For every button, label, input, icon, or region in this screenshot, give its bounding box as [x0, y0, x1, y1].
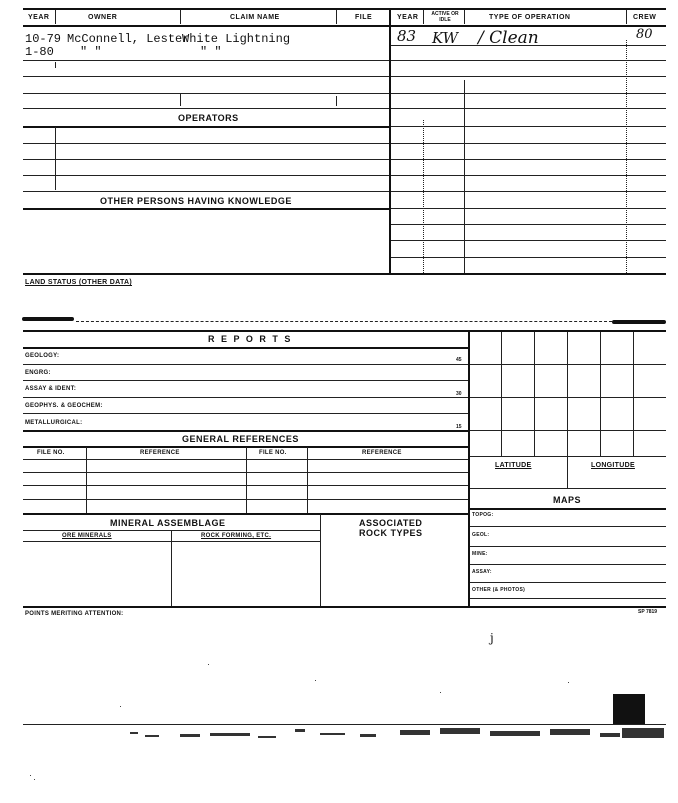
- ops-crew-entry: 80: [636, 27, 653, 42]
- ops-active-idle-entry: KW: [432, 29, 459, 47]
- land-status-label: LAND STATUS (OTHER DATA): [25, 279, 133, 286]
- margin-smudge-left: [22, 317, 74, 321]
- ink-blot: [613, 694, 645, 724]
- map-geol: GEOL:: [472, 532, 490, 538]
- ref-header-reference-1: REFERENCE: [140, 450, 180, 456]
- points-meriting-attention-label: POINTS MERITING ATTENTION:: [25, 611, 124, 617]
- ops-year-entry: 83: [397, 27, 417, 45]
- ref-header-file-no-2: FILE NO.: [259, 450, 287, 456]
- knowledge-title: OTHER PERSONS HAVING KNOWLEDGE: [100, 196, 292, 206]
- report-geology: GEOLOGY:: [25, 353, 60, 359]
- map-other-photos: OTHER (& PHOTOS): [472, 587, 526, 593]
- header-active-idle: ACTIVE OR IDLE: [431, 11, 459, 23]
- map-mine: MINE:: [472, 551, 488, 557]
- stray-mark: j: [490, 631, 494, 645]
- report-geology-num: 45: [456, 357, 462, 363]
- map-topog: TOPOG:: [472, 512, 494, 518]
- row1-year: 10-79: [25, 32, 62, 46]
- header-claim-name: CLAIM NAME: [230, 14, 280, 21]
- margin-smudge-right: [612, 320, 666, 324]
- form-code: SP 7819: [638, 609, 658, 615]
- general-references-title: GENERAL REFERENCES: [182, 434, 299, 444]
- row2-year: 1-80: [25, 45, 54, 59]
- mineral-assemblage-title: MINERAL ASSEMBLAGE: [110, 518, 226, 528]
- rock-types-label: ROCK TYPES: [359, 528, 423, 538]
- report-geophys: GEOPHYS. & GEOCHEM:: [25, 403, 103, 409]
- scan-noise-band: [20, 724, 668, 748]
- report-engrg: ENGRG:: [25, 370, 51, 376]
- report-metallurgical: METALLURGICAL:: [25, 420, 83, 426]
- header-year: YEAR: [28, 14, 50, 21]
- ops-type-entry: / Clean: [478, 28, 539, 48]
- header-ops-year: YEAR: [397, 14, 419, 21]
- report-metallurgical-num: 15: [456, 424, 462, 430]
- row1-claim: White Lightning: [182, 32, 291, 46]
- header-type-operation: TYPE OF OPERATION: [489, 14, 571, 21]
- longitude-label: LONGITUDE: [591, 462, 635, 469]
- rock-forming-header: ROCK FORMING, ETC.: [201, 533, 272, 539]
- row2-owner-ditto: " ": [80, 45, 102, 59]
- maps-title: MAPS: [553, 495, 582, 505]
- report-assay-num: 30: [456, 391, 462, 397]
- map-assay: ASSAY:: [472, 569, 492, 575]
- header-file: FILE: [355, 14, 373, 21]
- ref-header-file-no-1: FILE NO.: [37, 450, 65, 456]
- reports-title: R E P O R T S: [208, 334, 293, 344]
- row1-owner: McConnell, Lester: [67, 32, 190, 46]
- associated-label: ASSOCIATED: [359, 518, 423, 528]
- ore-minerals-header: ORE MINERALS: [62, 533, 112, 539]
- operators-title: OPERATORS: [178, 113, 239, 123]
- header-owner: OWNER: [88, 14, 118, 21]
- header-crew: CREW: [633, 14, 657, 21]
- report-assay: ASSAY & IDENT:: [25, 386, 77, 392]
- ref-header-reference-2: REFERENCE: [362, 450, 402, 456]
- latitude-label: LATITUDE: [495, 462, 532, 469]
- row2-claim-ditto: " ": [200, 45, 222, 59]
